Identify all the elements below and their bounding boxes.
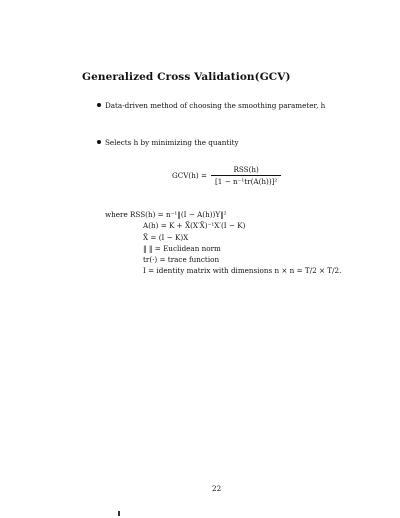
scan-artifact [118,511,120,516]
bullet-item [97,138,239,147]
bullet-icon [97,103,101,107]
gcv-formula [172,165,281,186]
bullet-item [97,101,325,110]
bullet-text: Selects h by minimizing the quantity [105,138,239,147]
formula-fraction [211,165,281,186]
definition-line: tr(·) = trace function [143,255,220,265]
definition-line: X̃ = (I − K)X [143,232,189,242]
formula-lhs: GCV(h) = [172,170,207,180]
bullet-text: Data-driven method of choosing the smoothing parameter, h [105,101,326,110]
definitions-block [105,209,341,277]
formula-denominator: [1 − n⁻¹tr(A(h))]² [214,176,278,186]
definition-line: where RSS(h) = n⁻¹‖(I − A(h))Y‖² [105,210,227,219]
formula-numerator: RSS(h) [233,165,259,174]
definition-line: A(h) = K + X̃(X′X̃)⁻¹X′(I − K) [143,221,246,231]
definition-line: ‖ ‖ = Euclidean norm [143,243,221,253]
definition-line: I = identity matrix with dimensions n × n = T/2 × T/2. [143,266,342,276]
bullet-icon [97,140,101,144]
page-number: 22 [212,484,222,493]
page-title: Generalized Cross Validation(GCV) [82,71,291,83]
